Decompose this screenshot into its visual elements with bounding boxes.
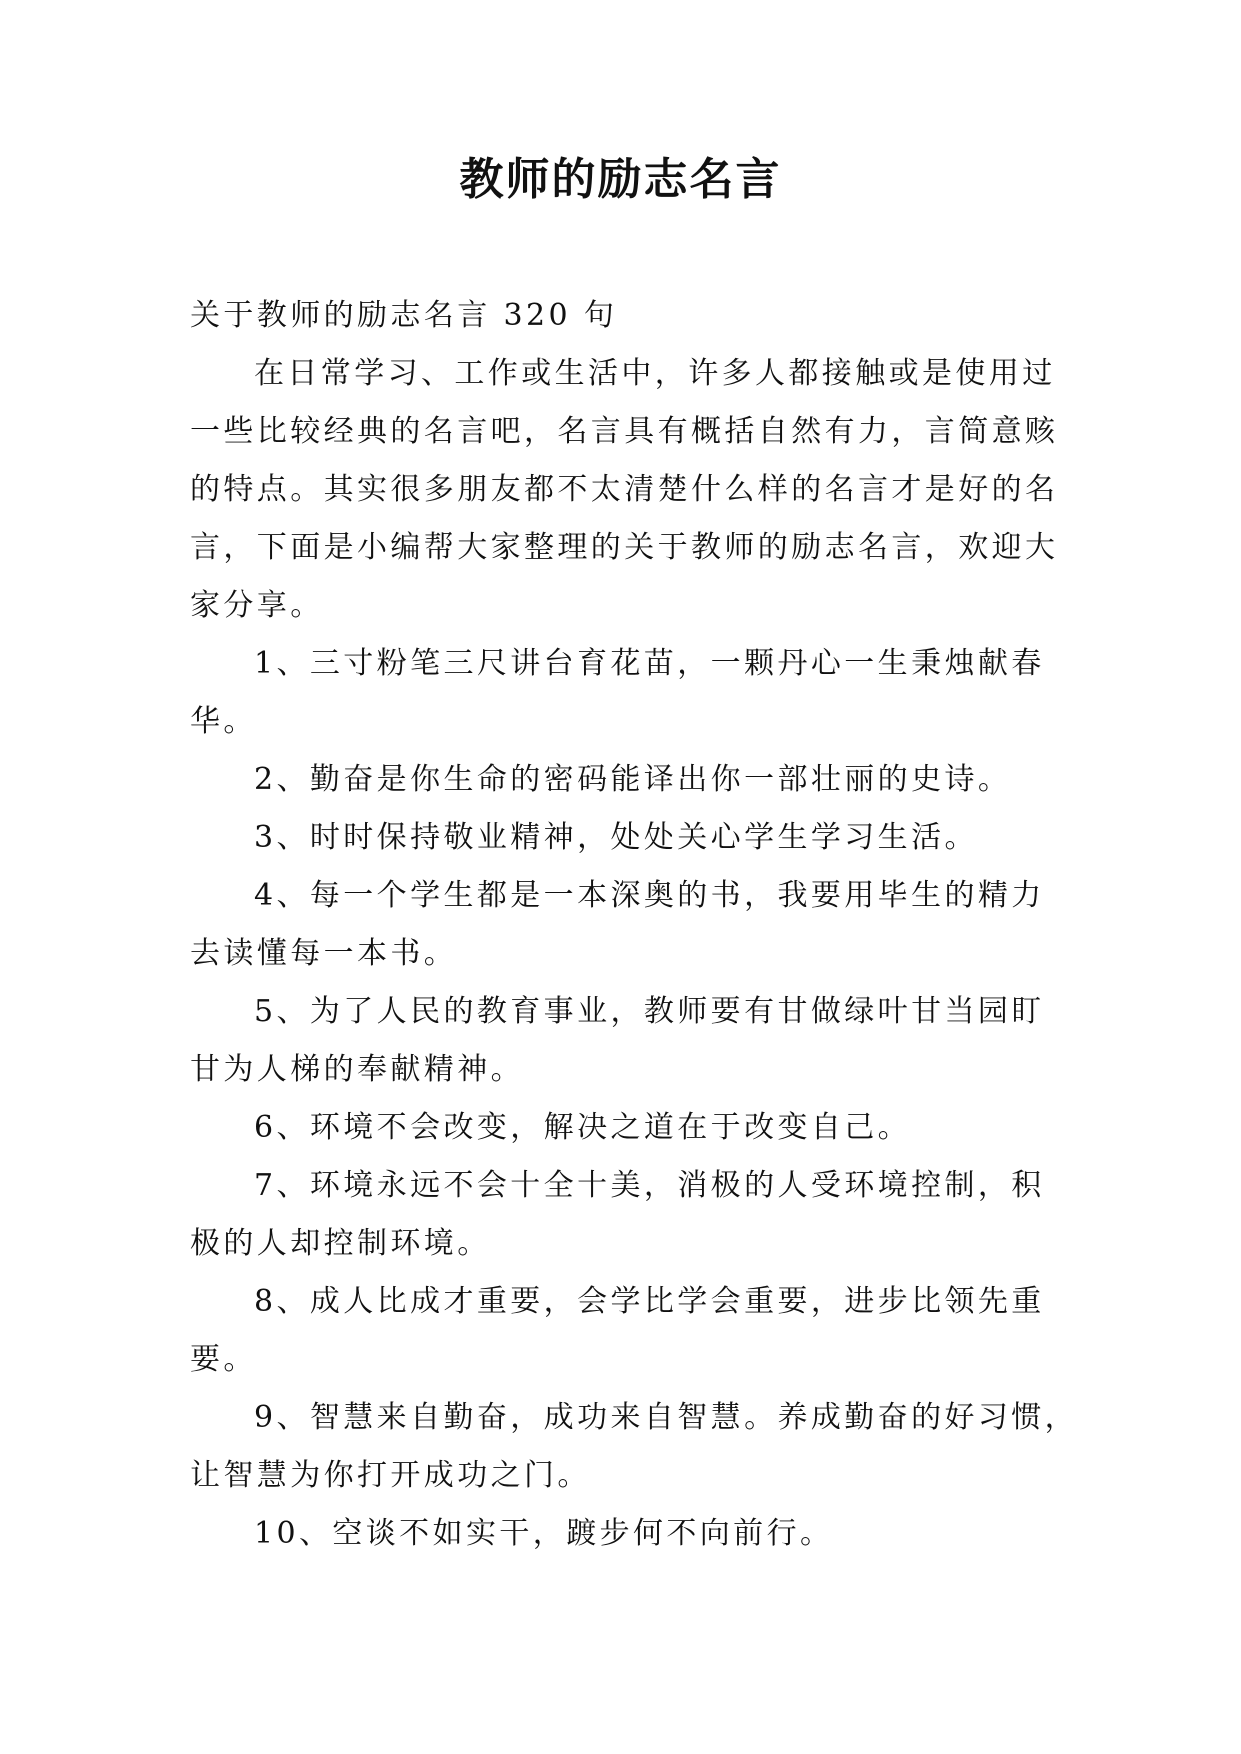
text-line: 8、成人比成才重要，会学比学会重要，进步比领先重	[254, 1284, 1045, 1319]
text-line: 极的人却控制环境。	[190, 1226, 491, 1261]
text-line: 6、环境不会改变，解决之道在于改变自己。	[254, 1110, 912, 1145]
text-line: 要。	[190, 1342, 257, 1377]
text-line: 5、为了人民的教育事业，教师要有甘做绿叶甘当园盯	[254, 994, 1045, 1029]
text-line: 1、三寸粉笔三尺讲台育花苗，一颗丹心一生秉烛献春	[254, 646, 1045, 681]
text-line: 的特点。其实很多朋友都不太清楚什么样的名言才是好的名	[190, 472, 1059, 507]
text-line: 7、环境永远不会十全十美，消极的人受环境控制，积	[254, 1168, 1045, 1203]
text-line: 2、勤奋是你生命的密码能译出你一部壮丽的史诗。	[254, 762, 1012, 797]
text-line: 甘为人梯的奉献精神。	[190, 1052, 524, 1087]
text-line: 去读懂每一本书。	[190, 936, 458, 971]
text-line: 4、每一个学生都是一本深奥的书，我要用毕生的精力	[254, 878, 1045, 913]
text-line: 一些比较经典的名言吧，名言具有概括自然有力，言简意赅	[190, 414, 1059, 449]
text-line: 10、空谈不如实干，踱步何不向前行。	[254, 1516, 834, 1551]
text-line: 让智慧为你打开成功之门。	[190, 1458, 591, 1493]
text-line: 家分享。	[190, 588, 324, 623]
text-line: 关于教师的励志名言 320 句	[190, 298, 618, 333]
text-line: 在日常学习、工作或生活中，许多人都接触或是使用过	[254, 356, 1056, 391]
document-body	[190, 287, 1079, 1563]
text-line: 华。	[190, 704, 257, 739]
document-title: 教师的励志名言	[459, 154, 782, 205]
text-line: 3、时时保持敬业精神，处处关心学生学习生活。	[254, 820, 978, 855]
text-line: 9、智慧来自勤奋，成功来自智慧。养成勤奋的好习惯，	[254, 1400, 1079, 1435]
text-line: 言，下面是小编帮大家整理的关于教师的励志名言，欢迎大	[190, 530, 1059, 565]
